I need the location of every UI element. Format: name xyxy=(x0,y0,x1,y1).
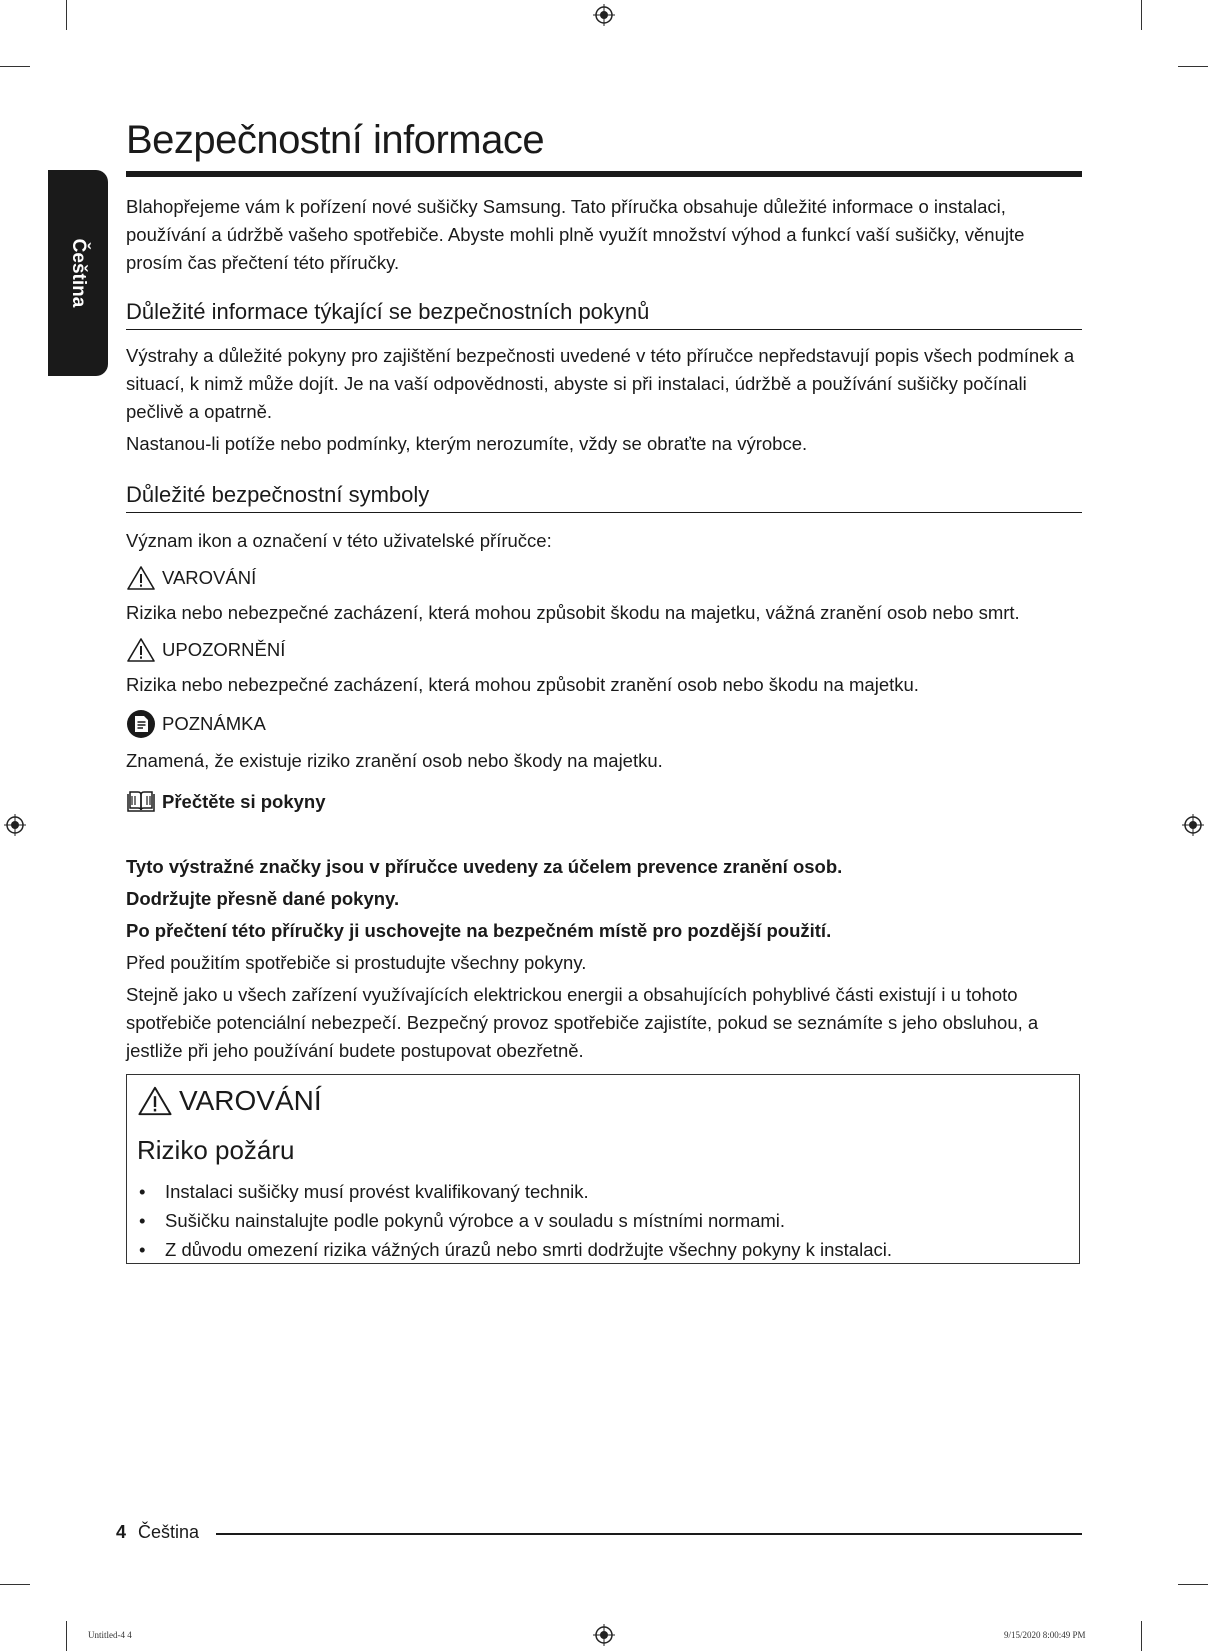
symbol-note xyxy=(126,709,1082,739)
list-item: • Sušičku nainstalujte podle pokynů výrobce a v souladu s místními normami. xyxy=(137,1206,892,1235)
warning-box-list xyxy=(137,1177,892,1264)
section-safety-instructions xyxy=(126,299,1082,458)
section-paragraph: Nastanou-li potíže nebo podmínky, kterým nerozumíte, vždy se obraťte na výrobce. xyxy=(126,433,808,454)
warning-box-header xyxy=(137,1085,322,1117)
notice-bold: Po přečtení této příručky ji uschovejte na bezpečném místě pro pozdější použití. xyxy=(126,920,832,941)
page-title: Bezpečnostní informace xyxy=(126,118,545,162)
list-item: • Instalaci sušičky musí provést kvalifikovaný technik. xyxy=(137,1177,892,1206)
open-book-icon xyxy=(126,790,156,814)
registration-mark-icon xyxy=(593,4,615,26)
symbols-lead: Význam ikon a označení v této uživatelské příručce: xyxy=(126,530,552,551)
warning-triangle-icon xyxy=(126,565,156,591)
symbol-read-instructions xyxy=(126,789,1082,815)
page-footer xyxy=(116,1522,199,1543)
registration-mark-icon xyxy=(1182,814,1204,836)
note-icon xyxy=(126,709,156,739)
language-side-tab xyxy=(48,170,108,376)
warning-box-subtitle: Riziko požáru xyxy=(137,1135,295,1165)
notice-paragraph: Před použitím spotřebiče si prostudujte všechny pokyny. xyxy=(126,952,587,973)
symbol-label: UPOZORNĚNÍ xyxy=(162,639,286,660)
side-tab-label: Čeština xyxy=(68,238,89,308)
footer-language: Čeština xyxy=(138,1522,200,1542)
symbol-warning xyxy=(126,565,1082,591)
page-number: 4 xyxy=(116,1522,127,1542)
registration-mark-icon xyxy=(4,814,26,836)
notice-paragraph: Stejně jako u všech zařízení využívajících elektrickou energii a obsahujících pohyblivé části existují i u tohoto spotřebiče potenciální nebezpečí. Bezpečný provoz spotřebiče zajistíte, pokud se seznámíte s jeho obsluhou, a jestliže při jeho používání budete postupovat obezřetně. xyxy=(126,984,1039,1061)
warning-box-label: VAROVÁNÍ xyxy=(179,1085,322,1116)
notice-bold: Tyto výstražné značky jsou v příručce uvedeny za účelem prevence zranění osob. xyxy=(126,856,843,877)
crop-mark xyxy=(66,1621,67,1651)
crop-mark xyxy=(0,1584,30,1585)
notice-bold: Dodržujte přesně dané pokyny. xyxy=(126,888,400,909)
warning-triangle-icon xyxy=(137,1085,173,1117)
symbol-label: VAROVÁNÍ xyxy=(162,567,257,588)
print-slug-left: Untitled-4 4 xyxy=(88,1630,132,1640)
crop-mark xyxy=(66,0,67,30)
symbol-caution xyxy=(126,637,1082,663)
symbol-label: POZNÁMKA xyxy=(162,713,266,734)
crop-mark xyxy=(0,66,30,67)
registration-mark-icon xyxy=(593,1624,615,1646)
symbol-description: Znamená, že existuje riziko zranění osob nebo škody na majetku. xyxy=(126,750,663,771)
caution-triangle-icon xyxy=(126,637,156,663)
symbol-description: Rizika nebo nebezpečné zacházení, která mohou způsobit zranění osob nebo škodu na majetku. xyxy=(126,674,919,695)
intro-paragraph: Blahopřejeme vám k pořízení nové sušičky Samsung. Tato příručka obsahuje důležité informace o instalaci, používání a údržbě vašeho spotřebiče. Abyste mohli plně využít množství výhod a funkcí vaší sušičky, věnujte prosím čas přečtení této příručky. xyxy=(126,196,1025,273)
crop-mark xyxy=(1141,1621,1142,1651)
title-rule xyxy=(126,171,1082,177)
symbol-label: Přečtěte si pokyny xyxy=(162,791,326,812)
section-heading: Důležité bezpečnostní symboly xyxy=(126,482,1082,513)
symbol-description: Rizika nebo nebezpečné zacházení, která mohou způsobit škodu na majetku, vážná zranění osob nebo smrt. xyxy=(126,602,1020,623)
section-paragraph: Výstrahy a důležité pokyny pro zajištění bezpečnosti uvedené v této příručce nepředstavují popis všech podmínek a situací, k nimž může dojít. Je na vaší odpovědnosti, abyste si při instalaci, údržbě a používání sušičky počínali pečlivě a opatrně. xyxy=(126,345,1075,422)
warning-box xyxy=(126,1074,1080,1264)
crop-mark xyxy=(1178,66,1208,67)
crop-mark xyxy=(1178,1584,1208,1585)
section-heading: Důležité informace týkající se bezpečnostních pokynů xyxy=(126,299,1082,330)
footer-rule xyxy=(216,1533,1082,1535)
safety-notices xyxy=(126,849,1082,1065)
section-safety-symbols xyxy=(126,482,1082,815)
print-slug-right: 9/15/2020 8:00:49 PM xyxy=(1004,1630,1086,1640)
crop-mark xyxy=(1141,0,1142,30)
list-item: • Z důvodu omezení rizika vážných úrazů nebo smrti dodržujte všechny pokyny k instalaci. xyxy=(137,1235,892,1264)
